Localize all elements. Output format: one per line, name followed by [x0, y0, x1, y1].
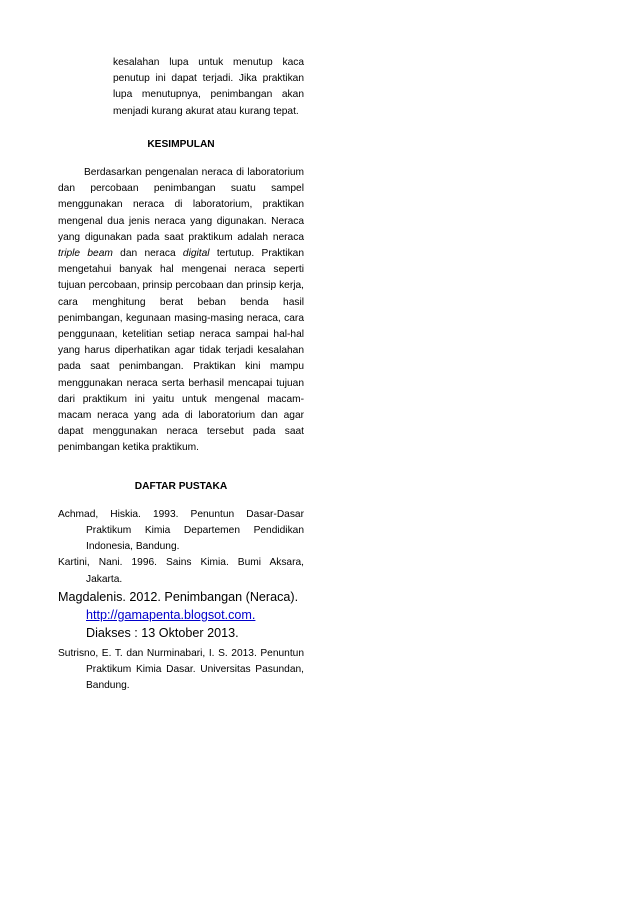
spacer [58, 457, 304, 479]
conclusion-text-part1: Berdasarkan pengenalan neraca di laboratorium dan percobaan penimbangan suatu sampel menggunakan neraca di laboratorium, praktikan mengenal dua jenis neraca yang digunakan. Neraca yang digunakan pada saat praktikum adalah neraca [58, 167, 304, 243]
spacer [58, 153, 304, 165]
conclusion-italic-triple-beam: triple beam [58, 248, 113, 260]
conclusion-paragraph [58, 165, 304, 457]
conclusion-italic-digital: digital [182, 248, 210, 260]
spacer [58, 495, 304, 507]
bibliography-heading: DAFTAR PUSTAKA [134, 480, 228, 492]
reference-url-link[interactable]: http://gamapenta.blogsot.com. [86, 607, 256, 622]
reference-entry: Kartini, Nani. 1996. Sains Kimia. Bumi Aksara, Jakarta. [58, 557, 304, 585]
reference-entry: Achmad, Hiskia. 1993. Penuntun Dasar-Dasar Praktikum Kimia Departemen Pendidikan Indonesia, Bandung. [58, 508, 304, 553]
conclusion-text-part2: dan neraca [112, 248, 183, 260]
reference-access-date: Diakses : 13 Oktober 2013. [86, 625, 239, 640]
conclusion-heading: KESIMPULAN [147, 138, 215, 150]
reference-link-line [58, 606, 304, 624]
reference-entry: Sutrisno, E. T. dan Nurminabari, I. S. 2013. Penuntun Praktikum Kimia Dasar. Universitas Pasundan, Bandung. [58, 647, 304, 692]
spacer [58, 120, 304, 137]
page-content [58, 55, 304, 695]
reference-entry: Magdalenis. 2012. Penimbangan (Neraca). [58, 589, 299, 604]
top-paragraph: kesalahan lupa untuk menutup kaca penutup ini dapat terjadi. Jika praktikan lupa menutupnya, penimbangan akan menjadi kurang akurat atau kurang tepat. [113, 57, 304, 117]
conclusion-text-part3: tertutup. Praktikan mengetahui banyak hal mengenai neraca seperti tujuan percobaan, prinsip percobaan dan prinsip kerja, cara menghitung berat beban benda hasil penimbangan, kegunaan masing-masing neraca, cara penggunaan, ketelitian setiap neraca sampai hal-hal yang harus diperhatikan agar tidak terjadi kesalahan pada saat penimbangan. Praktikan kini mampu menggunakan neraca serta berhasil mencapai tujuan dari praktikum ini yaitu untuk mengenal macam-macam neraca yang ada di laboratorium dan agar dapat menggunakan neraca tersebut pada saat penimbangan ketika praktikum. [58, 248, 304, 454]
